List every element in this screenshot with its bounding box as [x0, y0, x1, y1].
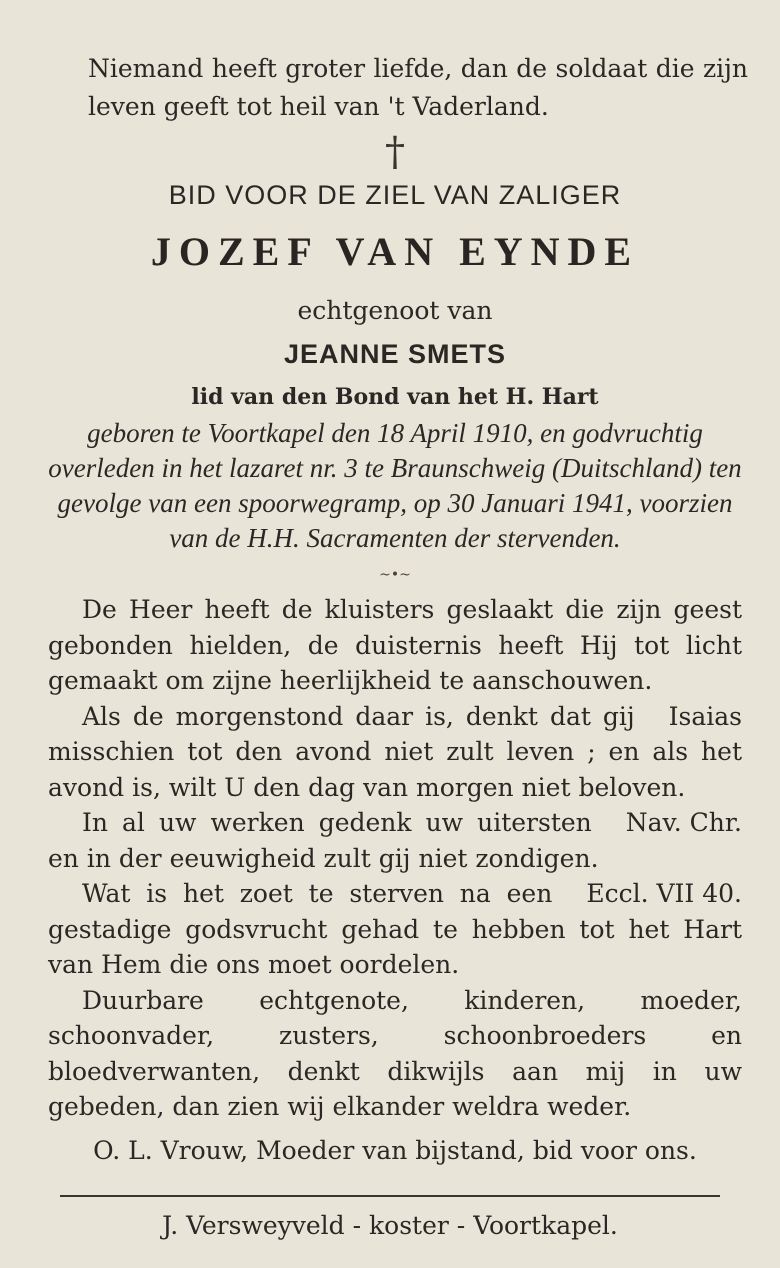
passage-text: In al uw werken gedenk uw uitersten en in der eeuwigheid zult gij niet zondigen.: [48, 808, 599, 873]
passage-source: Isaias: [668, 701, 742, 731]
prayer-heading: BID VOOR DE ZIEL VAN ZALIGER: [168, 180, 622, 210]
closing-prayer: O. L. Vrouw, Moeder van bijstand, bid voor ons.: [93, 1135, 697, 1165]
divider-line: [60, 1195, 720, 1197]
passage-source: Eccl. VII 40.: [586, 879, 742, 908]
passage-text: Wat is het zoet te sterven na een gestadige godsvrucht gehad te hebben tot het Hart van Hem die ons moet oordelen.: [48, 879, 742, 979]
deceased-name: JOZEF VAN EYNDE: [150, 229, 640, 274]
birth-death-details: geboren te Voortkapel den 18 April 1910, en godvruchtig overleden in het lazaret nr. 3 te Braunschweig (Duitschland) ten gevolge van een spoorwegramp, op 30 Januari 1941, voorzien van de H.H. Sacramenten der stervenden.: [48, 418, 742, 553]
printer-credit: J. Versweyveld - koster - Voortkapel.: [162, 1211, 618, 1240]
passage-text: Als de morgenstond daar is, denkt dat gij misschien tot den avond niet zult leven ; en als het avond is, wilt U den dag van morgen niet beloven.: [48, 701, 742, 802]
membership-line: lid van den Bond van het H. Hart: [191, 384, 599, 410]
passage-source: Nav. Chr.: [625, 808, 742, 837]
spouse-label: echtgenoot van: [297, 296, 493, 325]
opening-quote: Niemand heeft groter liefde, dan de soldaat die zijn leven geeft tot heil van 't Vaderland.: [88, 54, 748, 121]
passage-text: Duurbare echtgenote, kinderen, moeder, schoonvader, zusters, schoonbroeders en bloedverwanten, denkt dikwijls aan mij in uw gebeden, dan zien wij elkander weldra weder.: [48, 985, 742, 1121]
cross-icon: †: [385, 129, 405, 175]
passage: [48, 983, 742, 1125]
spouse-name: JEANNE SMETS: [283, 339, 507, 369]
passage-text: De Heer heeft de kluisters geslaakt die zijn geest gebonden hielden, de duisternis heeft Hij tot licht gemaakt om zijne heerlijkheid te aanschouwen.: [48, 595, 742, 695]
passage: [48, 592, 742, 731]
scripture-passages: [48, 592, 742, 1125]
ornament-divider: ~•~: [379, 567, 411, 583]
